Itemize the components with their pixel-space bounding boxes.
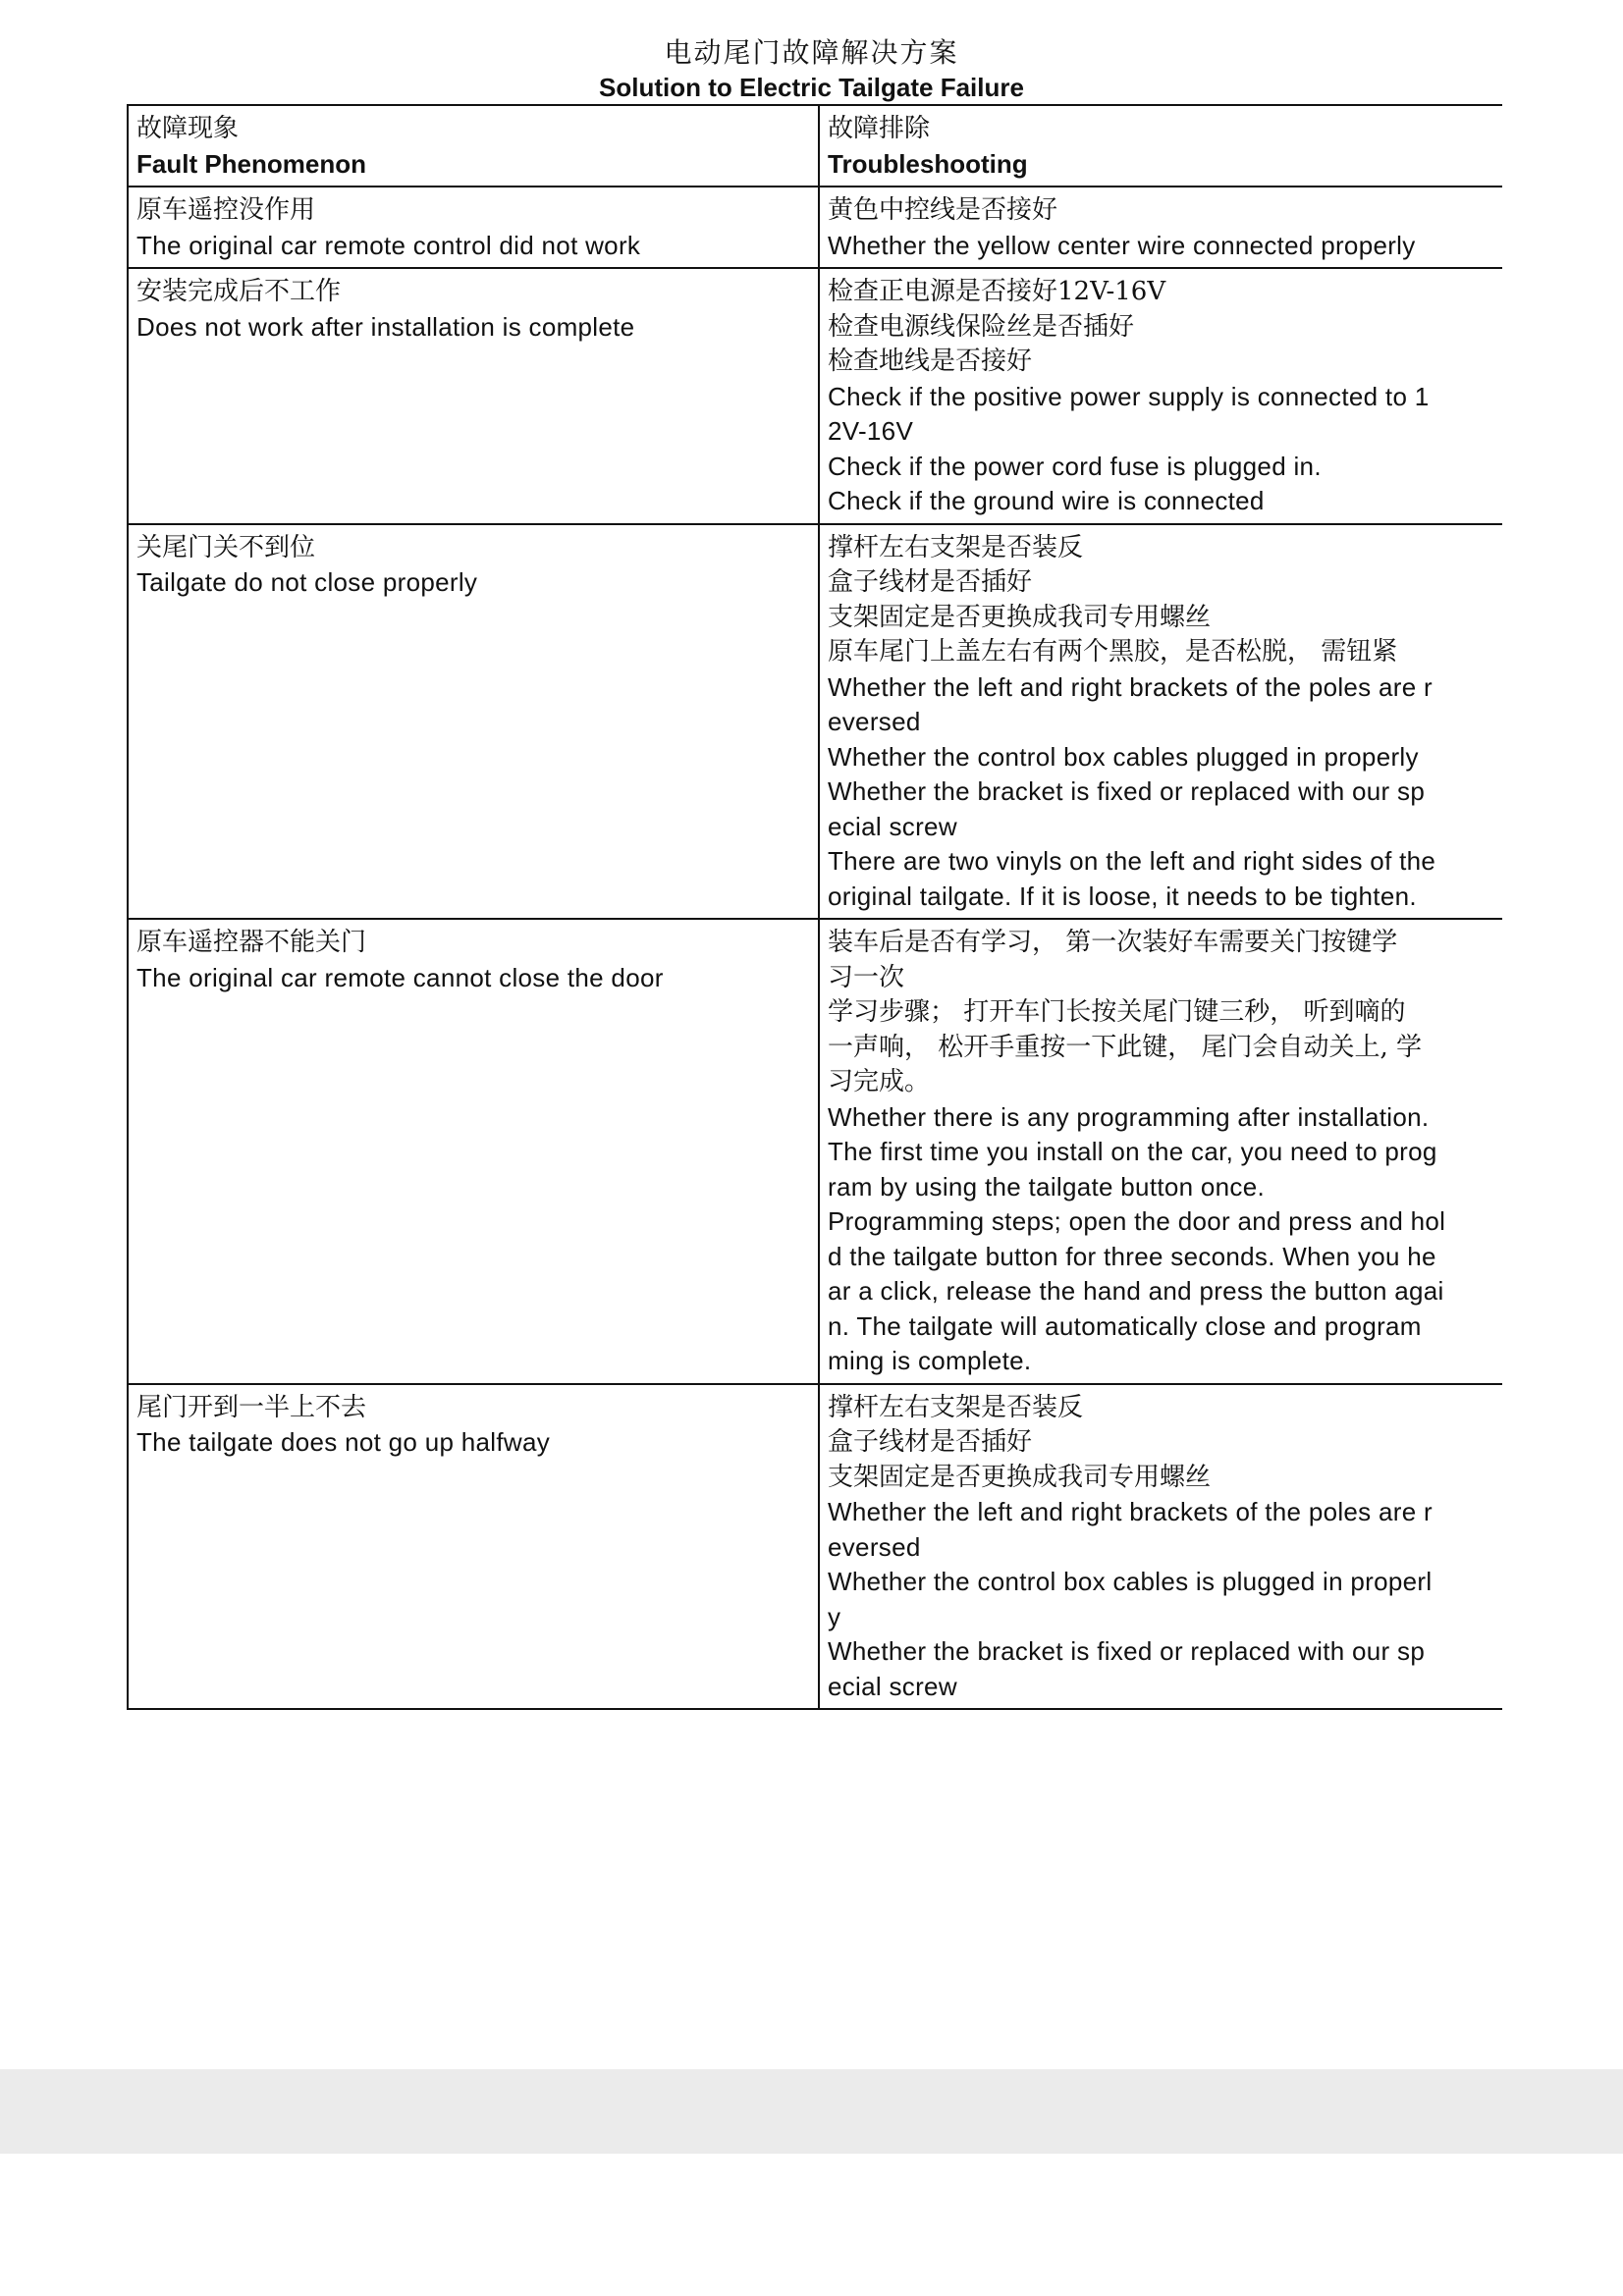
troubleshooting-line: Whether there is any programming after installation. — [828, 1101, 1430, 1132]
troubleshooting-line: 一声响， 松开手重按一下此键， 尾门会自动关上, 学 — [828, 1032, 1423, 1062]
fault-en: The tailgate does not go up halfway — [136, 1427, 551, 1457]
troubleshooting-line: 检查正电源是否接好12V-16V — [828, 277, 1166, 306]
fault-table — [127, 104, 1502, 1710]
troubleshooting-line: d the tailgate button for three seconds. When you he — [828, 1241, 1436, 1271]
troubleshooting-line: 检查地线是否接好 — [828, 347, 1033, 376]
troubleshooting-line: 支架固定是否更换成我司专用螺丝 — [828, 602, 1212, 632]
table-row — [128, 524, 1502, 920]
troubleshooting-line: 撑杆左右支架是否装反 — [828, 1392, 1084, 1422]
troubleshooting-line: original tailgate. If it is loose, it needs to be tighten. — [828, 881, 1417, 911]
header-troubleshooting — [819, 105, 1502, 187]
fault-zh: 尾门开到一半上不去 — [136, 1392, 367, 1422]
document-title — [0, 35, 1623, 104]
fault-en: The original car remote cannot close the door — [136, 962, 664, 992]
troubleshooting-line: 撑杆左右支架是否装反 — [828, 532, 1084, 562]
troubleshooting-cell — [819, 1384, 1502, 1710]
table-row — [128, 187, 1502, 268]
troubleshooting-line: Check if the power cord fuse is plugged in. — [828, 451, 1322, 481]
header-troubleshooting-zh: 故障排除 — [828, 114, 931, 143]
fault-en: The original car remote control did not work — [136, 230, 641, 260]
fault-zh: 安装完成后不工作 — [136, 277, 342, 306]
fault-cell — [128, 1384, 819, 1710]
title-chinese: 电动尾门故障解决方案 — [664, 36, 959, 69]
troubleshooting-line: 原车尾门上盖左右有两个黑胶，是否松脱， 需钮紧 — [828, 637, 1398, 667]
troubleshooting-line: 学习步骤； 打开车门长按关尾门键三秒， 听到嘀的 — [828, 997, 1406, 1027]
troubleshooting-line: eversed — [828, 1531, 921, 1562]
troubleshooting-cell — [819, 524, 1502, 920]
troubleshooting-line: There are two vinyls on the left and right sides of the — [828, 846, 1436, 876]
title-english: Solution to Electric Tailgate Failure — [599, 73, 1024, 102]
troubleshooting-line: 2V-16V — [828, 416, 914, 446]
troubleshooting-line: Whether the bracket is fixed or replaced with our sp — [828, 1636, 1426, 1666]
footer-band — [0, 2069, 1623, 2154]
troubleshooting-line: 黄色中控线是否接好 — [828, 195, 1058, 225]
fault-cell — [128, 919, 819, 1384]
troubleshooting-line: Whether the bracket is fixed or replaced with our sp — [828, 776, 1426, 806]
troubleshooting-line: 支架固定是否更换成我司专用螺丝 — [828, 1462, 1212, 1492]
fault-cell — [128, 268, 819, 524]
fault-en: Does not work after installation is complete — [136, 311, 635, 342]
fault-zh: 关尾门关不到位 — [136, 532, 316, 562]
troubleshooting-line: 检查电源线保险丝是否插好 — [828, 311, 1135, 342]
troubleshooting-line: The first time you install on the car, you need to prog — [828, 1137, 1437, 1166]
header-fault-zh: 故障现象 — [136, 114, 240, 143]
header-fault-en: Fault Phenomenon — [136, 148, 366, 179]
fault-cell — [128, 187, 819, 268]
troubleshooting-line: 盒子线材是否插好 — [828, 1427, 1033, 1457]
fault-table-container — [127, 104, 1502, 1710]
troubleshooting-line: Whether the control box cables is plugged in properl — [828, 1567, 1433, 1596]
troubleshooting-line: ecial screw — [828, 811, 957, 841]
troubleshooting-cell — [819, 919, 1502, 1384]
troubleshooting-line: Whether the left and right brackets of the poles are r — [828, 671, 1433, 702]
troubleshooting-line: ar a click, release the hand and press the button agai — [828, 1276, 1444, 1306]
troubleshooting-line: Whether the control box cables plugged in properly — [828, 741, 1419, 772]
troubleshooting-line: 习完成。 — [828, 1067, 931, 1096]
troubleshooting-cell — [819, 187, 1502, 268]
troubleshooting-line: Whether the yellow center wire connected properly — [828, 230, 1416, 260]
fault-cell — [128, 524, 819, 920]
troubleshooting-line: Check if the ground wire is connected — [828, 486, 1265, 515]
troubleshooting-line: 盒子线材是否插好 — [828, 567, 1033, 597]
fault-en: Tailgate do not close properly — [136, 567, 478, 597]
troubleshooting-cell — [819, 268, 1502, 524]
troubleshooting-line: n. The tailgate will automatically close and program — [828, 1310, 1422, 1341]
table-row — [128, 268, 1502, 524]
troubleshooting-line: ming is complete. — [828, 1346, 1032, 1375]
table-header-row — [128, 105, 1502, 187]
troubleshooting-line: Whether the left and right brackets of the poles are r — [828, 1497, 1433, 1526]
troubleshooting-line: eversed — [828, 707, 921, 736]
troubleshooting-line: ecial screw — [828, 1671, 957, 1701]
troubleshooting-line: Check if the positive power supply is connected to 1 — [828, 381, 1430, 411]
header-fault-phenomenon — [128, 105, 819, 187]
fault-zh: 原车遥控没作用 — [136, 195, 316, 225]
fault-zh: 原车遥控器不能关门 — [136, 928, 367, 957]
troubleshooting-line: y — [828, 1601, 841, 1631]
troubleshooting-line: 习一次 — [828, 962, 905, 992]
table-row — [128, 1384, 1502, 1710]
troubleshooting-line: 装车后是否有学习， 第一次装好车需要关门按键学 — [828, 928, 1398, 957]
troubleshooting-line: Programming steps; open the door and press and hol — [828, 1206, 1446, 1236]
troubleshooting-line: ram by using the tailgate button once. — [828, 1171, 1266, 1201]
header-troubleshooting-en: Troubleshooting — [828, 148, 1028, 179]
table-row — [128, 919, 1502, 1384]
